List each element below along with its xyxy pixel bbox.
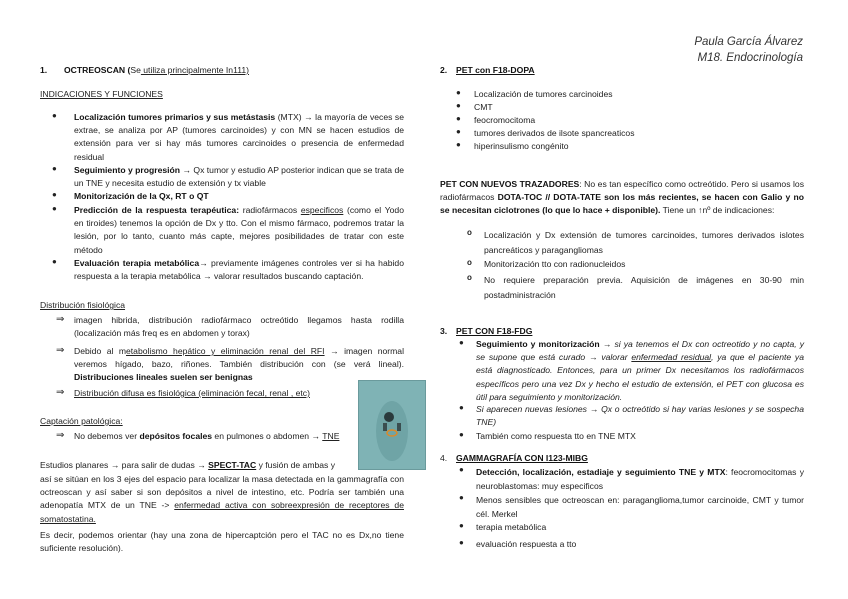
text-segment: imagen hibrida, distribución radiofármaco octreótido llegamos hasta rodilla (localización más freq es en abdomen y torax) (74, 315, 404, 339)
text-segment: Detección, localización, estadiaje y seguimiento TNE y MTX (476, 467, 726, 477)
gammagraphy-image (358, 380, 426, 470)
text-segment: feocromocitoma (474, 115, 536, 125)
indicaciones-heading (40, 88, 163, 101)
nuevos-trazadores-paragraph (440, 178, 804, 218)
bullet-marker: ● (456, 101, 461, 110)
text-segment: así se sitúan en los 3 ejes del espacio para localizar la masa detectada en la gammagrafía con octreoscan y así saber si son depósitos a nivel de intestino, etc. Podría ser también una adenopatía MTX de un TNE -> (40, 474, 404, 511)
list-item (74, 314, 404, 340)
text-segment: DOTA-TOC // DOTA-TATE son los más recientes, se hacen con Galio y no se necesitan ciclotrones (lo que lo hace + disponible). (440, 192, 804, 216)
text-segment: enfermedad activa con sobreexpresión de receptores de somatostatina. (40, 500, 404, 524)
text-segment: Menos sensibles que octreoscan en: paraganglioma,tumor carcinoide, CMT y tumor cél. Merkel (476, 495, 804, 519)
section-4-title (456, 452, 588, 465)
bullet-marker: ● (52, 204, 57, 213)
list-item (74, 111, 404, 164)
text-segment: y fusión de ambas y (256, 460, 336, 470)
text-segment: Si aparecen nuevas lesiones → Qx o octreótido si hay varias lesiones y se sospecha TNE) (476, 404, 804, 428)
text-segment: → Qx tumor y estudio AP posterior indican que se trata de un TNE y necesita estudio de extensión y tx viable (74, 165, 404, 189)
text-segment: tumores derivados de ilsote spancreaticos (474, 128, 635, 138)
text-segment: Se (130, 65, 141, 75)
text-segment: OCTREOSCAN ( (64, 65, 131, 75)
bullet-marker: ● (52, 257, 57, 266)
list-item (476, 493, 804, 521)
text-segment: Debido al m (74, 346, 127, 356)
section-2-title (456, 64, 535, 77)
arrow-marker: ⇒ (56, 430, 65, 441)
list-item (476, 338, 804, 404)
text-segment: Distribuciones lineales suelen ser benignas (74, 372, 253, 383)
bullet-marker: ● (456, 88, 461, 97)
text-segment: → imagen normal veremos hígado, bazo, riñones. También distribución con (se verá lineal). (74, 346, 404, 370)
course-name: M18. Endocrinología (697, 52, 803, 64)
distribucion-heading (40, 299, 125, 312)
text-segment: Localización tumores primarios y sus metástasis (74, 112, 276, 122)
text-segment: → si ya tenemos el Dx con octreotido y no capta, y se supone que está curado → valorar (476, 339, 805, 363)
bullet-marker: ● (459, 538, 464, 547)
section-3-title (456, 325, 532, 338)
section-1-number: 1. (40, 65, 48, 75)
text-segment: depósitos focales (139, 431, 213, 441)
list-item (74, 257, 404, 283)
text-segment: Predicción de la respuesta terapéutica: (74, 205, 240, 215)
text-segment: PET CON NUEVOS TRAZADORES (440, 179, 580, 189)
text-segment: radiofármacos (239, 205, 301, 215)
text-segment: No requiere preparación previa. Aquisición de imágenes en 30-90 min postadministración (484, 275, 804, 300)
text-segment: Evaluación terapia metabólica (74, 258, 200, 268)
text-segment: Seguimiento y monitorización (476, 339, 600, 349)
list-item (74, 164, 404, 190)
list-item (484, 273, 804, 303)
text-segment: No debemos ver (74, 431, 140, 441)
text-segment: Tiene un ↑nº de indicaciones: (660, 205, 775, 216)
text-segment: evaluación respuesta a tto (476, 539, 577, 549)
list-item (484, 258, 804, 271)
list-item (474, 127, 635, 140)
bullet-marker: ● (52, 111, 57, 120)
bullet-marker: ● (459, 493, 464, 502)
bullet-marker: ● (459, 430, 464, 439)
text-segment: Localización de tumores carcinoides (474, 89, 613, 99)
list-item (74, 345, 404, 385)
list-item (476, 521, 546, 534)
text-segment: utiliza principalmente In111) (140, 65, 250, 75)
bullet-marker: ● (456, 127, 461, 136)
text-segment: También como respuesta tto en TNE MTX (476, 431, 636, 441)
section-1-title (64, 64, 249, 77)
list-item (74, 204, 404, 257)
list-item (484, 228, 804, 258)
list-item (74, 190, 404, 203)
text-segment: Seguimiento y progresión (74, 165, 181, 175)
text-segment: Localización y Dx extensión de tumores carcinoides, tumores derivados islotes pancreáticos y paragangliomas (484, 230, 804, 255)
bullet-marker: ● (52, 190, 57, 199)
text-segment: enfermedad residual (631, 352, 712, 363)
list-item (74, 387, 354, 400)
section-2-number: 2. (440, 65, 448, 75)
bullet-marker: ● (52, 164, 57, 173)
estudios-paragraph (40, 473, 404, 526)
text-segment: TNE (322, 431, 340, 441)
list-item (476, 430, 804, 443)
text-segment: (MTX) → la mayoría de veces se extrae, se analiza por AP (tumores carcinoides) y con MN se hacen estudios de extensión para ver si hay más tumores carcinoides o presencia de enfermedad residual (74, 112, 404, 162)
text-segment: , ya que el paciente ya está diagnosticado. Entonces, para un primer Dx necesitamos los radiofármacos específicos pero una vez Dx y hecho el estudio de extensión, el PET con glucosa es útil para seguimiento y monitorización. (476, 352, 804, 402)
list-item (474, 140, 569, 153)
text-segment: PET con F18-DOPA (456, 65, 535, 75)
text-segment: Distribución fisiológica (40, 300, 126, 310)
text-segment: INDICACIONES Y FUNCIONES (40, 89, 163, 99)
arrow-marker: ⇒ (56, 314, 65, 325)
text-segment: GAMMAGRAFÍA CON I123-MIBG (456, 453, 588, 463)
list-item (74, 430, 339, 443)
bullet-marker: ● (456, 114, 461, 123)
list-item (474, 101, 493, 114)
text-segment: PET CON F18-FDG (456, 326, 533, 336)
text-segment: etabolismo hepático y eliminación renal del RFI (126, 346, 325, 356)
list-item (474, 114, 535, 127)
list-item (476, 403, 804, 429)
bullet-marker: ● (456, 140, 461, 149)
list-item (474, 88, 613, 101)
text-segment: especificos (300, 205, 344, 215)
circle-marker: o (467, 273, 472, 282)
section-3-number: 3. (440, 326, 448, 336)
section-4-number: 4. (440, 453, 448, 463)
text-segment: : feocromocitomas y neuroblastomas: muy especificos (476, 467, 805, 491)
text-segment: : No es tan específico como octreótido. Pero si usamos los radiofármacos (440, 179, 804, 203)
text-segment: Distribución difusa es fisiológica (eliminación fecal, renal , etc) (74, 388, 310, 398)
text-segment: → previamente imágenes controles ver si ha habido respuesta a la terapia metabólica → valorar resultados buscando captación. (74, 258, 404, 282)
author-name: Paula García Álvarez (694, 36, 803, 48)
text-segment: Monitorización de la Qx, RT o QT (74, 191, 209, 201)
text-segment: hiperinsulismo congénito (474, 141, 569, 151)
arrow-marker: ⇒ (56, 345, 65, 356)
bullet-marker: ● (459, 521, 464, 530)
text-segment: Estudios planares → para salir de dudas → (40, 460, 209, 470)
list-item (476, 538, 576, 551)
circle-marker: o (467, 228, 472, 237)
bullet-marker: ● (459, 465, 464, 474)
text-segment: Es decir, podemos orientar (hay una zona de hipercaptción pero el TAC no es Dx,no tiene suficiente resolución). (40, 530, 404, 554)
text-segment: (como el Yodo en tiroides) tenemos la opción de Dx y tto. Con el mismo fármaco, podremos tratar la lesión, por lo tanto, cuanto más capte, mejores posibilidades de tratar con este método (74, 205, 404, 255)
text-segment: CMT (474, 102, 493, 112)
bullet-marker: ● (459, 403, 464, 412)
text-segment: SPECT-TAC (208, 460, 257, 470)
text-segment: terapia metabólica (476, 522, 547, 532)
es-decir-paragraph (40, 529, 404, 555)
arrow-marker: ⇒ (56, 387, 65, 398)
text-segment: Monitorización tto con radionucleidos (484, 259, 626, 269)
text-segment: Captación patológica: (40, 416, 123, 426)
estudios-text (40, 459, 335, 472)
circle-marker: o (467, 258, 472, 267)
list-item (476, 465, 804, 493)
text-segment: en pulmones o abdomen → (212, 431, 323, 441)
bullet-marker: ● (459, 338, 464, 347)
captacion-heading (40, 415, 123, 428)
